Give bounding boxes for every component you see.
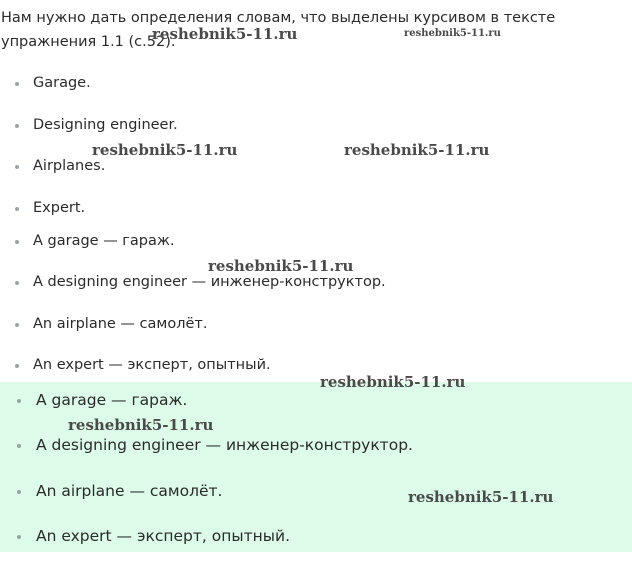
watermark: reshebnik5-11.ru: [408, 488, 554, 506]
bullet-icon: [17, 535, 21, 539]
bullet-icon: [15, 281, 19, 285]
bullet-icon: [15, 124, 19, 128]
list-item-text: An airplane — самолёт.: [36, 482, 223, 500]
list-item-text: A garage — гараж.: [33, 233, 175, 249]
list-item-text: An expert — эксперт, опытный.: [33, 357, 271, 373]
bullet-icon: [17, 490, 21, 494]
list-item-text: Expert.: [33, 200, 86, 216]
watermark: reshebnik5-11.ru: [208, 257, 354, 275]
list-item-text: Designing engineer.: [33, 117, 178, 133]
bullet-icon: [17, 399, 21, 403]
bullet-icon: [17, 444, 21, 448]
watermark: reshebnik5-11.ru: [344, 141, 490, 159]
intro-paragraph: Нам нужно дать определения словам, что выделены курсивом в тексте упражнения 1.1 (с.52).: [1, 10, 556, 50]
bullet-icon: [15, 82, 19, 86]
watermark: reshebnik5-11.ru: [92, 141, 238, 159]
list-item-text: A designing engineer — инженер-конструктор.: [36, 436, 413, 454]
answer-highlight-block: [0, 382, 632, 552]
list-item-text: A designing engineer — инженер-конструктор.: [33, 274, 386, 290]
bullet-icon: [15, 165, 19, 169]
bullet-icon: [15, 207, 19, 211]
bullet-icon: [15, 240, 19, 244]
watermark: reshebnik5-11.ru: [404, 28, 501, 39]
watermark: reshebnik5-11.ru: [68, 416, 214, 434]
watermark: reshebnik5-11.ru: [320, 373, 466, 391]
list-item-text: A garage — гараж.: [36, 391, 188, 409]
bullet-icon: [15, 323, 19, 327]
list-item-text: An expert — эксперт, опытный.: [36, 527, 291, 545]
watermark: reshebnik5-11.ru: [152, 25, 298, 43]
list-item-text: An airplane — самолёт.: [33, 316, 208, 332]
bullet-icon: [15, 364, 19, 368]
list-item-text: Airplanes.: [33, 158, 106, 174]
list-item-text: Garage.: [33, 75, 91, 91]
